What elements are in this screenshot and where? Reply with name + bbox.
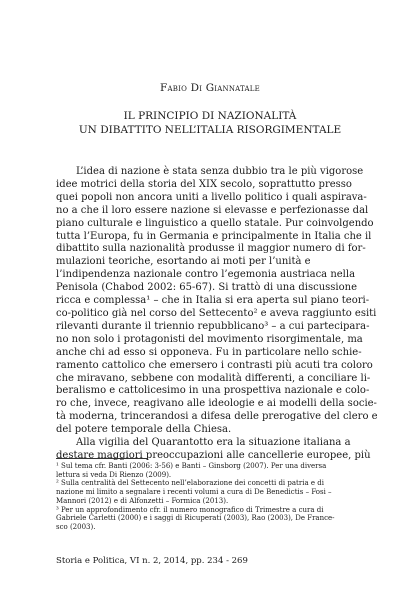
footnote-line: ² Sulla centralità del Settecento nell’elaborazione dei concetti di patria e di (56, 479, 324, 488)
footnote-line: ³ Per un approfondimento cfr. il numero monografico di Trimestre a cura di (56, 505, 324, 514)
title-line: IL PRINCIPIO DI NAZIONALITÀ (123, 110, 297, 122)
body-line: co-politico già nel corso del Settecento² e aveva raggiunto esiti (56, 307, 377, 319)
title-line: UN DIBATTITO NELL’ITALIA RISORGIMENTALE (78, 124, 342, 136)
body-line: tutta l’Europa, fu in Germania e principalmente in Italia che il (56, 230, 372, 242)
body-line: quei popoli non ancora uniti a livello politico i quali aspirava- (56, 191, 367, 203)
body-line: beralismo e cattolicesimo in una prospettiva nazionale e colo- (56, 385, 370, 397)
footnote-separator (56, 458, 148, 459)
author-name: Fabio Di Giannatale (160, 82, 260, 94)
footnote-line: Mannori (2012) e di Alfonzetti – Formica (2013). (56, 496, 229, 505)
body-line: Penisola (Chabod 2002: 65-67). Si trattò di una discussione (56, 282, 358, 294)
body-line: destare maggiori preoccupazioni alle cancellerie europee, più (56, 449, 371, 461)
body-line: piano culturale e linguistico a quello statale. Pur coinvolgendo (56, 217, 374, 229)
footnote-line: lettura si veda Di Rienzo (2009). (56, 470, 172, 479)
body-line: mulazioni teoriche, esortando ai moti per l’unità e (56, 256, 311, 268)
footnote-line: ¹ Sul tema cfr. Banti (2006: 3-56) e Banti – Ginsborg (2007). Per una diversa (56, 462, 327, 470)
body-line: idee motrici della storia del XIX secolo, soprattutto presso (56, 178, 352, 190)
footnotes (56, 462, 366, 532)
footnote-line: nazione mi limito a segnalare i recenti volumi a cura di De Benedictis – Fosi – (56, 488, 332, 497)
body-line: Alla vigilia del Quarantotto era la situazione italiana a (76, 437, 351, 449)
body-line: ramento cattolico che emersero i contrasti più acuti tra coloro (56, 359, 373, 371)
body-line: ricca e complessa¹ – che in Italia si era aperta sul piano teori- (56, 295, 370, 307)
body-line: anche chi ad esso si opponeva. Fu in particolare nello schie- (56, 346, 362, 358)
body-line: ro che, invece, reagivano alle ideologie e ai modelli della socie- (56, 398, 377, 410)
body-line: tà moderna, trincerandosi a difesa delle prerogative del clero e (56, 411, 378, 423)
body-line: dibattito sulla nazionalità produsse il maggior numero di for- (56, 243, 366, 255)
footnote-line: sco (2003). (56, 522, 96, 531)
journal-citation: Storia e Politica, VI n. 2, 2014, pp. 234 - 269 (56, 556, 248, 566)
body-line: no non solo i protagonisti del movimento risorgimentale, ma (56, 333, 363, 345)
body-text (56, 166, 378, 463)
body-line: rilevanti durante il triennio repubblicano³ – a cui partecipara- (56, 320, 370, 332)
body-line: l’indipendenza nazionale contro l’egemonia austriaca nella (56, 269, 356, 281)
body-line: L’idea di nazione è stata senza dubbio tra le più vigorose (76, 166, 364, 177)
article-title (0, 109, 420, 137)
body-line: del potere temporale della Chiesa. (56, 424, 232, 436)
footnote-line: Gabriele Carletti (2000) e i saggi di Ricuperati (2003), Rao (2003), De France- (56, 514, 335, 523)
body-line: no a che il loro essere nazione si elevasse e perfezionasse dal (56, 204, 369, 216)
body-line: che miravano, sebbene con modalità differenti, a conciliare li- (56, 372, 371, 384)
